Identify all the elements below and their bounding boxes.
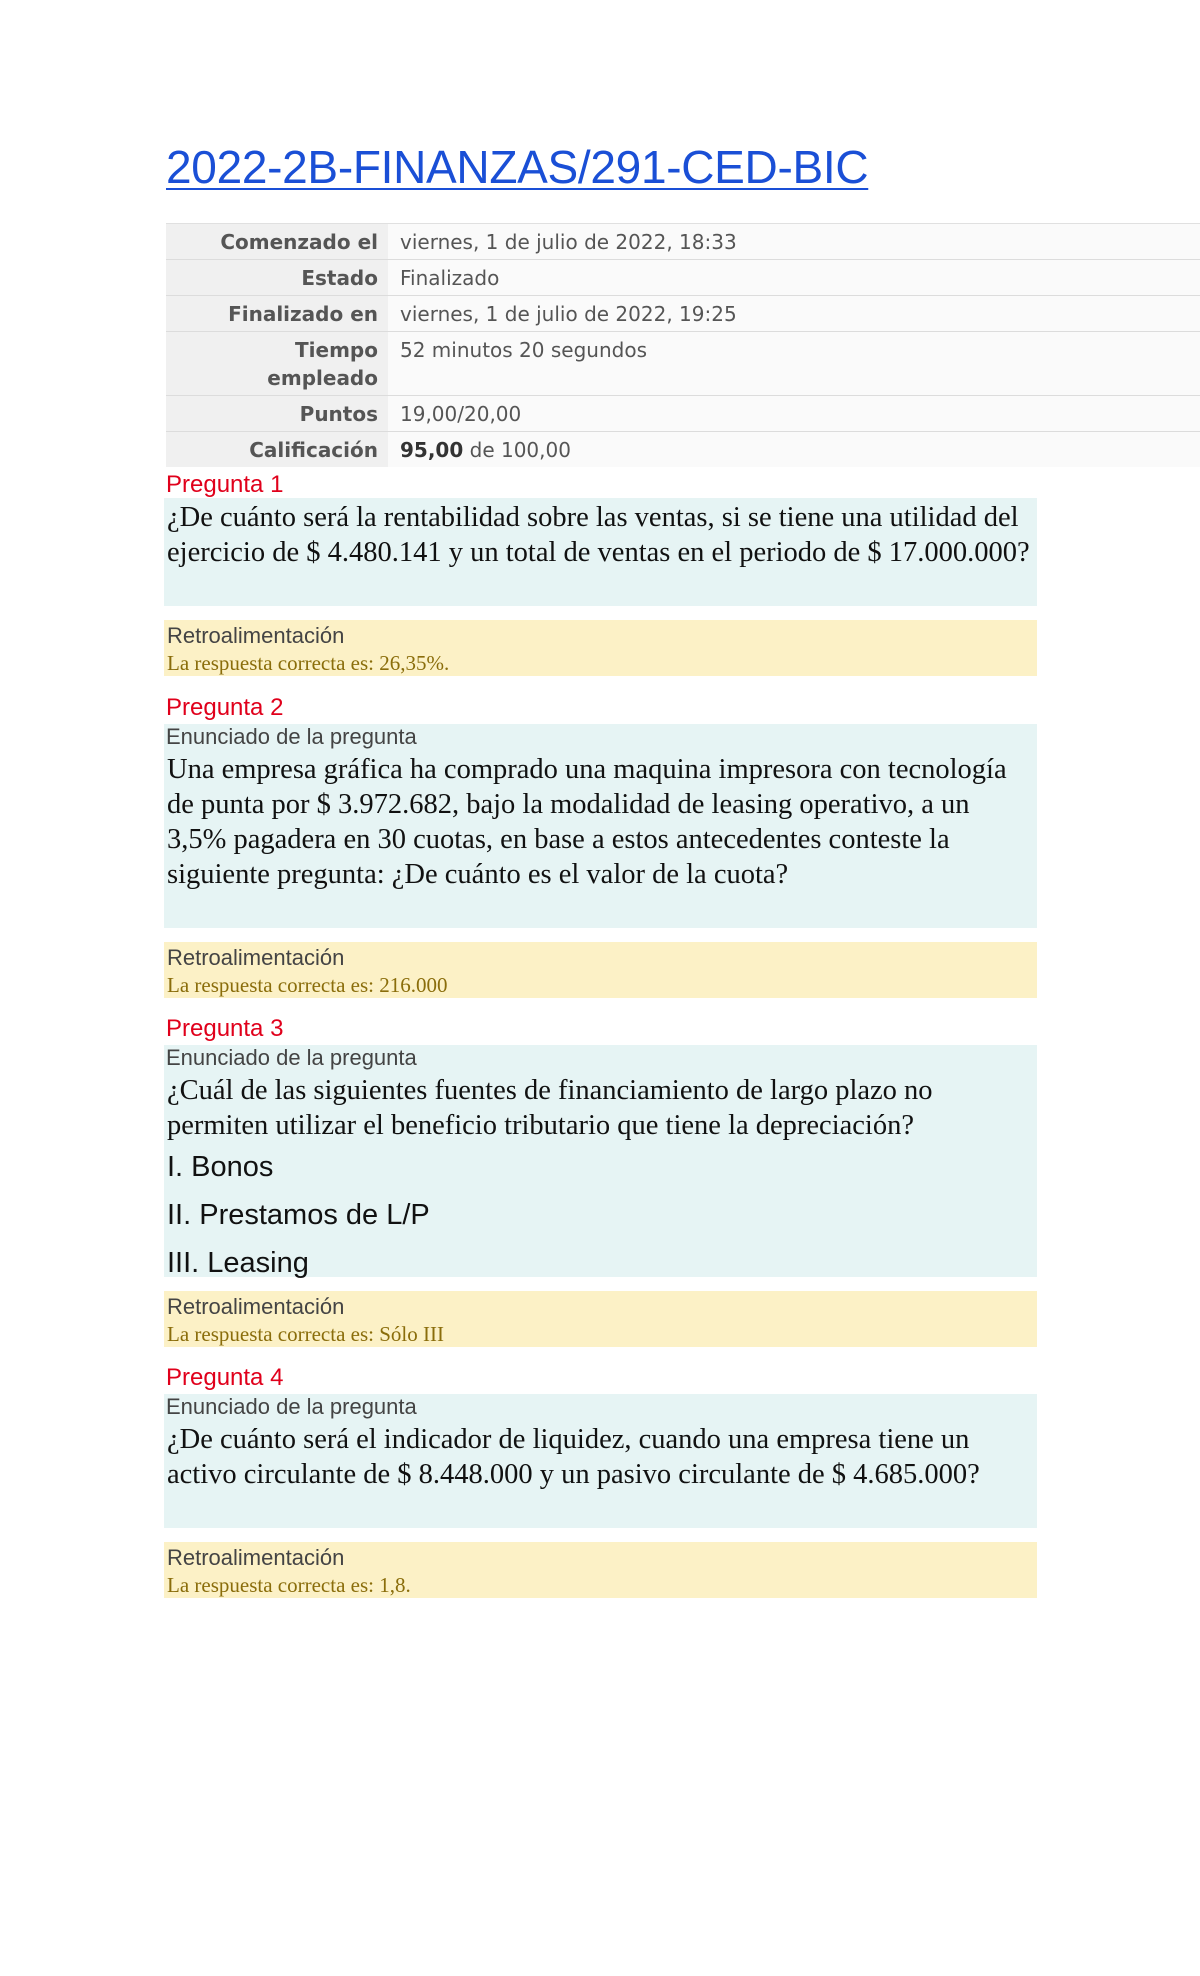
- feedback-label: Retroalimentación: [167, 1294, 345, 1319]
- quiz-summary-table: [166, 223, 1200, 467]
- summary-label: Tiempo empleado: [166, 332, 388, 395]
- question-3-option-2: II. Prestamos de L/P: [167, 1199, 430, 1231]
- summary-value: viernes, 1 de julio de 2022, 18:33: [388, 224, 1200, 259]
- summary-row-grade: [166, 431, 1200, 467]
- feedback-text: La respuesta correcta es: 216.000: [167, 973, 448, 997]
- summary-value: Finalizado: [388, 260, 1200, 295]
- question-3-heading: Pregunta 3: [166, 1015, 284, 1042]
- summary-row-points: [166, 395, 1200, 431]
- question-2-heading: Pregunta 2: [166, 694, 284, 721]
- summary-label: Puntos: [166, 396, 388, 431]
- summary-value: viernes, 1 de julio de 2022, 19:25: [388, 296, 1200, 331]
- summary-row-finished: [166, 295, 1200, 331]
- question-3-text: ¿Cuál de las siguientes fuentes de financiamiento de largo plazo no permiten utilizar el beneficio tributario que tiene la depreciación?: [167, 1075, 933, 1141]
- summary-value: [388, 432, 1200, 467]
- question-4-text: ¿De cuánto será el indicador de liquidez, cuando una empresa tiene un activo circulante de $ 8.448.000 y un pasivo circulante de $ 4.685.000?: [164, 1420, 1037, 1528]
- question-4-heading: Pregunta 4: [166, 1364, 284, 1391]
- question-2-text: Una empresa gráfica ha comprado una maquina impresora con tecnología de punta por $ 3.972.682, bajo la modalidad de leasing operativo, a un 3,5% pagadera en 30 cuotas, en base a estos antecedentes conteste la siguiente pregunta: ¿De cuánto es el valor de la cuota?: [164, 750, 1037, 928]
- question-3-option-3: III. Leasing: [167, 1247, 309, 1279]
- question-3-subheading: Enunciado de la pregunta: [164, 1045, 1037, 1071]
- question-2-subheading: Enunciado de la pregunta: [164, 724, 1037, 750]
- feedback-label: Retroalimentación: [167, 623, 345, 648]
- summary-value: 19,00/20,00: [388, 396, 1200, 431]
- question-4-feedback: [164, 1542, 1037, 1598]
- feedback-text: La respuesta correcta es: Sólo III: [167, 1322, 444, 1346]
- summary-row-time: [166, 331, 1200, 395]
- feedback-label: Retroalimentación: [167, 945, 345, 970]
- question-1-heading: Pregunta 1: [166, 471, 284, 498]
- question-3-body: [164, 1071, 1037, 1277]
- feedback-label: Retroalimentación: [167, 1545, 345, 1570]
- question-3-option-1: I. Bonos: [167, 1151, 274, 1183]
- summary-label: Estado: [166, 260, 388, 295]
- question-2-feedback: [164, 942, 1037, 998]
- question-1-feedback: [164, 620, 1037, 676]
- summary-label: Finalizado en: [166, 296, 388, 331]
- question-3-feedback: [164, 1291, 1037, 1347]
- grade-max: de 100,00: [463, 438, 571, 462]
- summary-row-started: [166, 223, 1200, 259]
- grade-value: 95,00: [400, 438, 464, 462]
- summary-value: 52 minutos 20 segundos: [388, 332, 1200, 395]
- summary-label: Comenzado el: [166, 224, 388, 259]
- summary-row-state: [166, 259, 1200, 295]
- feedback-text: La respuesta correcta es: 26,35%.: [167, 651, 450, 675]
- summary-label: Calificación: [166, 432, 388, 467]
- feedback-text: La respuesta correcta es: 1,8.: [167, 1573, 411, 1597]
- question-4-subheading: Enunciado de la pregunta: [164, 1394, 1037, 1420]
- page-title[interactable]: 2022-2B-FINANZAS/291-CED-BIC: [166, 141, 869, 193]
- question-1-text: ¿De cuánto será la rentabilidad sobre las ventas, si se tiene una utilidad del ejercicio de $ 4.480.141 y un total de ventas en el periodo de $ 17.000.000?: [164, 498, 1037, 606]
